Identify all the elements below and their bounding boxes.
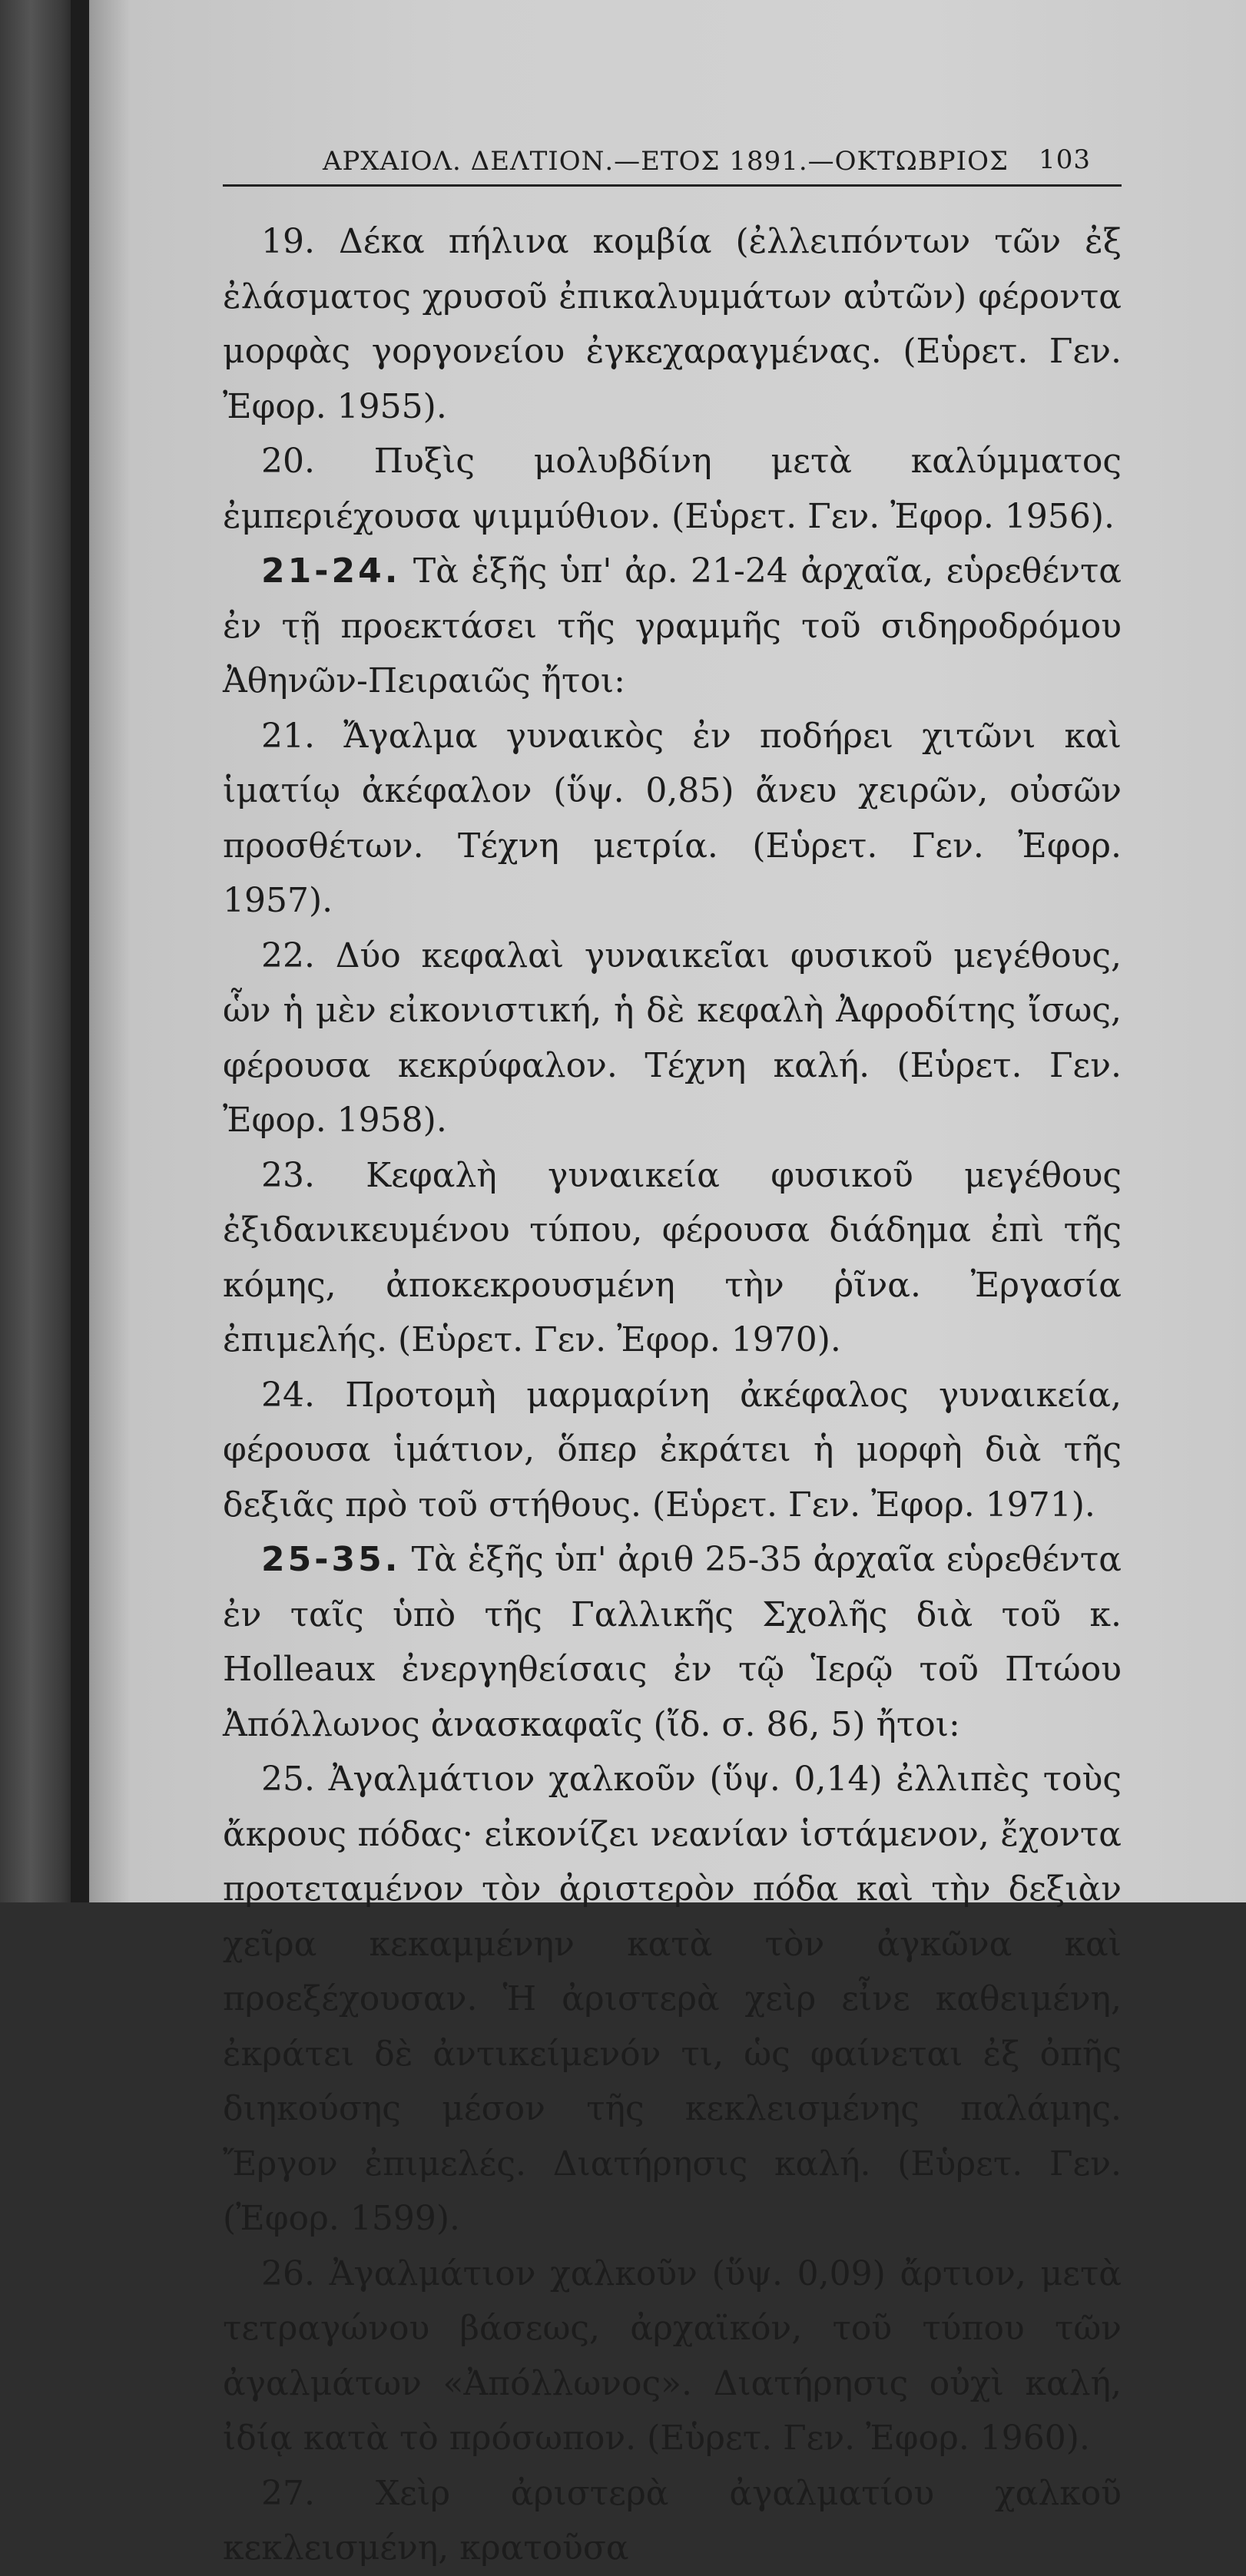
entry-19: 19. Δέκα πήλινα κομβία (ἐλλειπόντων τῶν ἐξ ἐλάσματος χρυσοῦ ἐπικαλυμμάτων αὐτῶν) φέροντα μορφὰς γοργονείου ἐγκεχαραγμένας. (Εὑρετ. Γεν. Ἐφορ. 1955).: [223, 222, 1122, 426]
entry-25: 25. Ἀγαλμάτιον χαλκοῦν (ὕψ. 0,14) ἐλλιπὲς τοὺς ἄκρους πόδας· εἰκονίζει νεανίαν ἱστάμενον, ἔχοντα προτεταμένον τὸν ἀριστερὸν πόδα καὶ τὴν δεξιὰν χεῖρα κεκαμμένην κατὰ τὸν ἀγκῶνα καὶ προεξέχουσαν. Ἡ ἀριστερὰ χεὶρ εἶνε καθειμένη, ἐκράτει δὲ ἀντικείμενόν τι, ὡς φαίνεται ἐξ ὀπῆς διηκούσης μέσον τῆς κεκλεισμένης παλάμης. Ἔργον ἐπιμελές. Διατήρησις καλή. (Εὑρετ. Γεν. (Ἐφορ. 1599).: [223, 1760, 1122, 2238]
entry-26: 26. Ἀγαλμάτιον χαλκοῦν (ὕψ. 0,09) ἄρτιον, μετὰ τετραγώνου βάσεως, ἀρχαϊκόν, τοῦ τύπου τῶν ἀγαλμάτων «Ἀπόλλωνος». Διατήρησις οὐχὶ καλή, ἰδίᾳ κατὰ τὸ πρόσωπον. (Εὑρετ. Γεν. Ἐφορ. 1960).: [223, 2253, 1122, 2458]
book-gutter: [71, 0, 89, 1902]
page-content: [223, 131, 1122, 2576]
entry-22: 22. Δύο κεφαλαὶ γυναικεῖαι φυσικοῦ μεγέθους, ὧν ἡ μὲν εἰκονιστική, ἡ δὲ κεφαλὴ Ἀφροδίτης ἴσως, φέρουσα κεκρύφαλον. Τέχνη καλή. (Εὑρετ. Γεν. Ἐφορ. 1958).: [223, 935, 1122, 1140]
running-title: ΑΡΧΑΙΟΛ. ΔΕΛΤΙΟΝ.—ΕΤΟΣ 1891.—ΟΚΤΩΒΡΙΟΣ: [323, 146, 1009, 177]
body-text: [223, 214, 1122, 2576]
page-number: 103: [1039, 144, 1091, 175]
running-header: [223, 131, 1122, 187]
entry-21-24-group: 21-24. Τὰ ἑξῆς ὑπ' ἀρ. 21-24 ἀρχαῖα, εὑρεθέντα ἐν τῇ προεκτάσει τῆς γραμμῆς τοῦ σιδηροδρόμου Ἀθηνῶν-Πειραιῶς ἤτοι:: [223, 551, 1122, 700]
group-number: 25-35.: [261, 1540, 401, 1579]
entry-24: 24. Προτομὴ μαρμαρίνη ἀκέφαλος γυναικεία, φέρουσα ἱμάτιον, ὅπερ ἐκράτει ἡ μορφὴ διὰ τῆς δεξιᾶς πρὸ τοῦ στήθους. (Εὑρετ. Γεν. Ἐφορ. 1971).: [223, 1375, 1122, 1525]
entry-25-35-group: 25-35. Τὰ ἑξῆς ὑπ' ἀριθ 25-35 ἀρχαῖα εὑρεθέντα ἐν ταῖς ὑπὸ τῆς Γαλλικῆς Σχολῆς διὰ τοῦ κ. Holleaux ἐνεργηθείσαις ἐν τῷ Ἱερῷ τοῦ Πτώου Ἀπόλλωνος ἀνασκαφαῖς (ἴδ. σ. 86, 5) ἤτοι:: [223, 1540, 1122, 1744]
group-number: 21-24.: [261, 551, 401, 591]
entry-20: 20. Πυξὶς μολυβδίνη μετὰ καλύμματος ἐμπεριέχουσα ψιμμύθιον. (Εὑρετ. Γεν. Ἐφορ. 1956).: [223, 442, 1122, 536]
entry-21: 21. Ἄγαλμα γυναικὸς ἐν ποδήρει χιτῶνι καὶ ἱματίῳ ἀκέφαλον (ὕψ. 0,85) ἄνευ χειρῶν, οὐσῶν προσθέτων. Τέχνη μετρία. (Εὑρετ. Γεν. Ἐφορ. 1957).: [223, 716, 1122, 920]
entry-27: 27. Χεὶρ ἀριστερὰ ἀγαλματίου χαλκοῦ κεκλεισμένη, κρατοῦσα: [223, 2473, 1122, 2568]
entry-23: 23. Κεφαλὴ γυναικεία φυσικοῦ μεγέθους ἐξιδανικευμένου τύπου, φέρουσα διάδημα ἐπὶ τῆς κόμης, ἀποκεκρουσμένη τὴν ῥῖνα. Ἐργασία ἐπιμελής. (Εὑρετ. Γεν. Ἐφορ. 1970).: [223, 1155, 1122, 1359]
